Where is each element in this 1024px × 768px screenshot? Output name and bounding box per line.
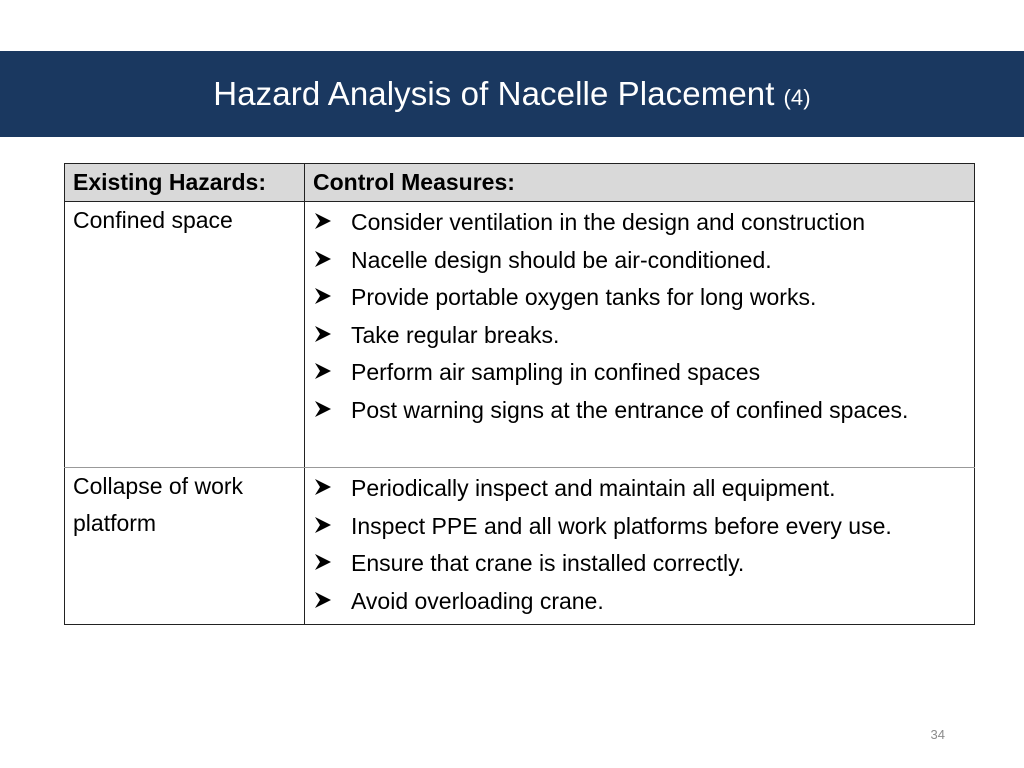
hazard-cell: Collapse of work platform <box>65 468 305 625</box>
list-item: Avoid overloading crane. <box>313 583 966 621</box>
table-header-row <box>65 164 975 202</box>
arrowhead-bullet-icon <box>314 362 332 380</box>
title-suffix: (4) <box>783 85 811 110</box>
list-item: Provide portable oxygen tanks for long works. <box>313 279 966 317</box>
arrowhead-bullet-icon <box>314 591 332 609</box>
list-item: Periodically inspect and maintain all equipment. <box>313 470 966 508</box>
list-item: Nacelle design should be air-conditioned. <box>313 242 966 280</box>
arrowhead-bullet-icon <box>314 250 332 268</box>
title-bar <box>0 51 1024 137</box>
arrowhead-bullet-icon <box>314 553 332 571</box>
table-row <box>65 202 975 468</box>
list-item: Ensure that crane is installed correctly. <box>313 545 966 583</box>
list-item: Perform air sampling in confined spaces <box>313 354 966 392</box>
arrowhead-bullet-icon <box>314 325 332 343</box>
list-item: Take regular breaks. <box>313 317 966 355</box>
table-row <box>65 468 975 625</box>
title-main: Hazard Analysis of Nacelle Placement <box>213 75 775 112</box>
arrowhead-bullet-icon <box>314 212 332 230</box>
hazard-cell: Confined space <box>65 202 305 468</box>
header-existing-hazards: Existing Hazards: <box>65 164 305 202</box>
arrowhead-bullet-icon <box>314 400 332 418</box>
measures-list <box>313 204 966 429</box>
list-item: Consider ventilation in the design and construction <box>313 204 966 242</box>
arrowhead-bullet-icon <box>314 287 332 305</box>
list-item: Inspect PPE and all work platforms before every use. <box>313 508 966 546</box>
arrowhead-bullet-icon <box>314 516 332 534</box>
slide-title <box>213 75 810 113</box>
page-number: 34 <box>930 727 945 742</box>
hazard-table-container <box>64 163 974 625</box>
arrowhead-bullet-icon <box>314 478 332 496</box>
measures-cell <box>305 202 975 468</box>
hazard-table <box>64 163 975 625</box>
list-item: Post warning signs at the entrance of confined spaces. <box>313 392 966 430</box>
measures-cell <box>305 468 975 625</box>
measures-list <box>313 470 966 620</box>
header-control-measures: Control Measures: <box>305 164 975 202</box>
